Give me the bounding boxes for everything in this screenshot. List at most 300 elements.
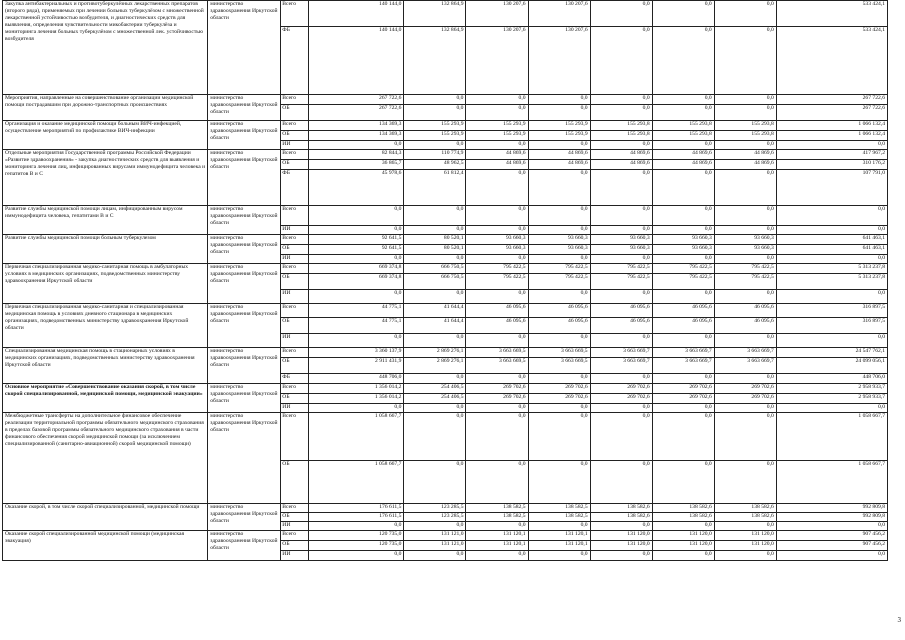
year-value-cell: 46 095,6 (590, 304, 652, 318)
funding-source-cell: Всего (281, 150, 309, 160)
year-value-cell: 93 660,3 (528, 235, 590, 245)
year-value-cell: 0,0 (652, 461, 714, 504)
funding-source-cell: ФБ (281, 27, 309, 95)
year-value-cell: 0,0 (528, 226, 590, 235)
year-value-cell: 93 660,3 (652, 235, 714, 245)
year-value-cell: 0,0 (652, 226, 714, 235)
table-row (3, 235, 888, 245)
total-value-cell: 24 547 762,1 (776, 348, 887, 358)
activity-name-cell: Первичная специализированная медико-санитарная и специализированная медицинская помощь в условиях дневного стационара в медицинских организациях, подведомственных министерству здравоохранения Иркутской области (3, 304, 208, 348)
executor-cell: министерство здравоохранения Иркутской области (208, 206, 281, 235)
total-value-cell: 992 809,8 (776, 513, 887, 522)
year-value-cell: 0,0 (404, 522, 466, 531)
year-value-cell: 134 369,3 (309, 131, 404, 141)
year-value-cell: 0,0 (404, 290, 466, 304)
funding-source-cell: ИИ (281, 334, 309, 348)
executor-cell: министерство здравоохранения Иркутской области (208, 504, 281, 531)
year-value-cell: 61 812,4 (404, 170, 466, 206)
total-value-cell: 0,0 (776, 206, 887, 226)
year-value-cell: 3 663 669,7 (590, 358, 652, 374)
year-value-cell: 44 869,6 (466, 160, 528, 170)
total-value-cell: 0,0 (776, 404, 887, 413)
year-value-cell: 2 869 276,1 (404, 348, 466, 358)
year-value-cell: 0,0 (309, 206, 404, 226)
year-value-cell: 0,0 (466, 413, 528, 461)
funding-source-cell: Всего (281, 264, 309, 274)
total-value-cell: 0,0 (776, 226, 887, 235)
year-value-cell: 1 058 667,7 (309, 413, 404, 461)
year-value-cell: 0,0 (528, 290, 590, 304)
year-value-cell: 92 641,5 (309, 235, 404, 245)
funding-source-cell: Всего (281, 504, 309, 513)
year-value-cell: 267 722,6 (309, 95, 404, 105)
year-value-cell: 131 120,0 (714, 531, 776, 541)
year-value-cell: 0,0 (404, 255, 466, 264)
year-value-cell: 46 095,6 (652, 304, 714, 318)
year-value-cell: 269 702,6 (590, 394, 652, 404)
year-value-cell: 123 285,5 (404, 513, 466, 522)
budget-table-page (2, 0, 888, 561)
total-value-cell: 5 313 237,8 (776, 264, 887, 274)
total-value-cell: 0,0 (776, 334, 887, 348)
total-value-cell: 417 967,2 (776, 150, 887, 160)
year-value-cell: 46 095,6 (466, 304, 528, 318)
funding-source-cell: Всего (281, 206, 309, 226)
year-value-cell: 0,0 (714, 374, 776, 384)
year-value-cell: 3 360 137,9 (309, 348, 404, 358)
year-value-cell: 669 374,8 (309, 264, 404, 274)
year-value-cell: 0,0 (466, 255, 528, 264)
year-value-cell: 93 660,3 (714, 235, 776, 245)
total-value-cell: 907 456,2 (776, 541, 887, 551)
year-value-cell: 3 663 669,7 (652, 358, 714, 374)
total-value-cell: 0,0 (776, 141, 887, 150)
year-value-cell: 138 582,5 (528, 513, 590, 522)
year-value-cell: 130 207,6 (528, 27, 590, 95)
year-value-cell: 0,0 (466, 206, 528, 226)
year-value-cell: 666 750,5 (404, 274, 466, 290)
year-value-cell: 795 422,5 (466, 264, 528, 274)
total-value-cell: 310 176,2 (776, 160, 887, 170)
year-value-cell: 44 775,1 (309, 304, 404, 318)
year-value-cell: 269 702,6 (652, 394, 714, 404)
year-value-cell: 269 702,6 (714, 384, 776, 394)
activity-name-cell: Основное мероприятие «Совершенствование оказания скорой, в том числе скорой специализированной, медицинской помощи, медицинской эвакуации» (3, 384, 208, 413)
total-value-cell: 533 424,1 (776, 1, 887, 27)
year-value-cell: 0,0 (590, 334, 652, 348)
year-value-cell: 131 120,1 (528, 531, 590, 541)
year-value-cell: 93 660,3 (590, 235, 652, 245)
year-value-cell: 0,0 (652, 404, 714, 413)
year-value-cell: 0,0 (528, 95, 590, 105)
table-row (3, 384, 888, 394)
year-value-cell: 45 978,6 (309, 170, 404, 206)
funding-source-cell: ОБ (281, 274, 309, 290)
year-value-cell: 0,0 (652, 170, 714, 206)
year-value-cell: 0,0 (652, 374, 714, 384)
year-value-cell: 0,0 (652, 105, 714, 121)
year-value-cell: 120 735,0 (309, 531, 404, 541)
year-value-cell: 155 293,8 (714, 131, 776, 141)
total-value-cell: 1 058 667,7 (776, 413, 887, 461)
year-value-cell: 0,0 (309, 255, 404, 264)
year-value-cell: 2 911 431,9 (309, 358, 404, 374)
year-value-cell: 0,0 (466, 226, 528, 235)
year-value-cell: 0,0 (590, 290, 652, 304)
year-value-cell: 0,0 (404, 105, 466, 121)
funding-source-cell: ИИ (281, 255, 309, 264)
year-value-cell: 0,0 (590, 404, 652, 413)
year-value-cell: 0,0 (652, 551, 714, 561)
year-value-cell: 44 869,6 (590, 150, 652, 160)
funding-source-cell: ИИ (281, 226, 309, 235)
year-value-cell: 46 095,6 (714, 318, 776, 334)
year-value-cell: 131 120,0 (590, 531, 652, 541)
executor-cell: министерство здравоохранения Иркутской области (208, 121, 281, 150)
year-value-cell: 0,0 (590, 206, 652, 226)
year-value-cell: 669 374,8 (309, 274, 404, 290)
year-value-cell: 44 869,6 (714, 160, 776, 170)
year-value-cell: 0,0 (652, 522, 714, 531)
year-value-cell: 93 660,3 (466, 235, 528, 245)
year-value-cell: 0,0 (714, 105, 776, 121)
year-value-cell: 80 520,1 (404, 245, 466, 255)
activity-name-cell: Отдельные мероприятия Государственной программы Российской Федерации «Развитие здравоохранения» - закупка диагностических средств для выявления и мониторинга лечения лиц, инфицированных вирусами иммунодефицита человека и гепатитов В и С (3, 150, 208, 206)
year-value-cell: 44 869,6 (714, 150, 776, 160)
year-value-cell: 0,0 (714, 461, 776, 504)
funding-source-cell: ИИ (281, 141, 309, 150)
year-value-cell: 46 095,6 (528, 304, 590, 318)
total-value-cell: 107 791,0 (776, 170, 887, 206)
page-number: 3 (897, 616, 901, 624)
activity-name-cell: Первичная специализированная медико-санитарная помощь в амбулаторных условиях в медицинских организациях, подведомственных министерству здравоохранения Иркутской области (3, 264, 208, 304)
funding-source-cell: ИИ (281, 522, 309, 531)
year-value-cell: 44 869,6 (466, 150, 528, 160)
table-row (3, 531, 888, 541)
year-value-cell: 138 582,5 (466, 513, 528, 522)
year-value-cell: 0,0 (528, 105, 590, 121)
year-value-cell: 0,0 (714, 522, 776, 531)
funding-source-cell: Всего (281, 348, 309, 358)
year-value-cell: 131 120,0 (652, 541, 714, 551)
year-value-cell: 0,0 (528, 413, 590, 461)
year-value-cell: 155 293,9 (528, 121, 590, 131)
year-value-cell: 46 095,6 (652, 318, 714, 334)
executor-cell: министерство здравоохранения Иркутской области (208, 235, 281, 264)
year-value-cell: 138 582,5 (528, 504, 590, 513)
year-value-cell: 795 422,5 (466, 274, 528, 290)
total-value-cell: 2 958 933,7 (776, 384, 887, 394)
year-value-cell: 155 293,8 (590, 121, 652, 131)
year-value-cell: 131 121,0 (404, 541, 466, 551)
year-value-cell: 0,0 (466, 374, 528, 384)
executor-cell: министерство здравоохранения Иркутской области (208, 95, 281, 121)
executor-cell: министерство здравоохранения Иркутской области (208, 150, 281, 206)
year-value-cell: 0,0 (590, 105, 652, 121)
executor-cell: министерство здравоохранения Иркутской области (208, 413, 281, 504)
year-value-cell: 0,0 (309, 551, 404, 561)
year-value-cell: 795 422,5 (528, 274, 590, 290)
year-value-cell: 0,0 (652, 95, 714, 105)
funding-source-cell: Всего (281, 235, 309, 245)
year-value-cell: 795 422,5 (714, 274, 776, 290)
activity-name-cell: Межбюджетные трансферты на дополнительное финансовое обеспечение реализации территориальной программы обязательного медицинского страхования в пределах базовой программы обязательного медицинского страхования в части финансового обеспечения скорой медицинской помощи (за исключением специализированной (санитарно-авиационной) скорой медицинской помощи) (3, 413, 208, 504)
year-value-cell: 131 120,1 (466, 541, 528, 551)
year-value-cell: 0,0 (714, 27, 776, 95)
year-value-cell: 0,0 (466, 105, 528, 121)
executor-cell: министерство здравоохранения Иркутской области (208, 384, 281, 413)
year-value-cell: 254 406,5 (404, 384, 466, 394)
year-value-cell: 93 660,3 (528, 245, 590, 255)
executor-cell: министерство здравоохранения Иркутской области (208, 264, 281, 304)
year-value-cell: 3 663 669,7 (590, 348, 652, 358)
funding-source-cell: ОБ (281, 513, 309, 522)
year-value-cell: 138 582,5 (466, 504, 528, 513)
year-value-cell: 0,0 (652, 413, 714, 461)
year-value-cell: 0,0 (528, 374, 590, 384)
year-value-cell: 1 356 014,2 (309, 384, 404, 394)
activity-name-cell: Специализированная медицинская помощь в стационарных условиях в медицинских организациях, подведомственных министерству здравоохранения Иркутской области (3, 348, 208, 384)
year-value-cell: 0,0 (590, 27, 652, 95)
year-value-cell: 0,0 (466, 334, 528, 348)
year-value-cell: 0,0 (404, 206, 466, 226)
year-value-cell: 0,0 (404, 551, 466, 561)
year-value-cell: 0,0 (528, 551, 590, 561)
year-value-cell: 0,0 (404, 404, 466, 413)
year-value-cell: 0,0 (309, 290, 404, 304)
year-value-cell: 0,0 (528, 141, 590, 150)
year-value-cell: 0,0 (309, 141, 404, 150)
year-value-cell: 155 293,8 (652, 131, 714, 141)
year-value-cell: 0,0 (714, 413, 776, 461)
year-value-cell: 0,0 (466, 141, 528, 150)
year-value-cell: 44 869,6 (652, 150, 714, 160)
funding-source-cell: ОБ (281, 245, 309, 255)
funding-source-cell: ОБ (281, 160, 309, 170)
year-value-cell: 1 058 667,7 (309, 461, 404, 504)
year-value-cell: 155 293,9 (528, 131, 590, 141)
total-value-cell: 316 897,5 (776, 318, 887, 334)
year-value-cell: 93 660,3 (466, 245, 528, 255)
year-value-cell: 155 293,9 (466, 131, 528, 141)
year-value-cell: 0,0 (590, 141, 652, 150)
total-value-cell: 992 809,8 (776, 504, 887, 513)
activity-name-cell: Мероприятия, направленные на совершенствование организации медицинской помощи пострадавшим при дорожно-транспортных происшествиях (3, 95, 208, 121)
year-value-cell: 0,0 (714, 95, 776, 105)
funding-source-cell: ОБ (281, 358, 309, 374)
year-value-cell: 448 706,0 (309, 374, 404, 384)
total-value-cell: 907 456,2 (776, 531, 887, 541)
year-value-cell: 0,0 (466, 170, 528, 206)
year-value-cell: 3 663 669,5 (466, 358, 528, 374)
executor-cell: министерство здравоохранения Иркутской области (208, 304, 281, 348)
year-value-cell: 269 702,6 (466, 384, 528, 394)
year-value-cell: 138 582,6 (652, 513, 714, 522)
year-value-cell: 93 660,3 (590, 245, 652, 255)
year-value-cell: 0,0 (714, 404, 776, 413)
year-value-cell: 131 120,0 (652, 531, 714, 541)
year-value-cell: 138 582,6 (652, 504, 714, 513)
year-value-cell: 2 869 276,1 (404, 358, 466, 374)
total-value-cell: 24 099 056,1 (776, 358, 887, 374)
year-value-cell: 44 869,6 (528, 160, 590, 170)
year-value-cell: 176 611,5 (309, 504, 404, 513)
year-value-cell: 0,0 (652, 141, 714, 150)
year-value-cell: 36 865,7 (309, 160, 404, 170)
total-value-cell: 1 066 132,4 (776, 131, 887, 141)
year-value-cell: 44 775,1 (309, 318, 404, 334)
year-value-cell: 269 702,6 (590, 384, 652, 394)
year-value-cell: 0,0 (590, 551, 652, 561)
year-value-cell: 138 582,6 (714, 513, 776, 522)
total-value-cell: 267 722,6 (776, 105, 887, 121)
year-value-cell: 269 702,6 (714, 394, 776, 404)
year-value-cell: 132 864,9 (404, 27, 466, 95)
year-value-cell: 46 095,6 (466, 318, 528, 334)
year-value-cell: 138 582,6 (590, 513, 652, 522)
table-row (3, 95, 888, 105)
funding-source-cell: ОБ (281, 394, 309, 404)
year-value-cell: 269 702,6 (652, 384, 714, 394)
executor-cell: министерство здравоохранения Иркутской области (208, 1, 281, 95)
year-value-cell: 0,0 (590, 255, 652, 264)
funding-source-cell: Всего (281, 413, 309, 461)
funding-source-cell: ИИ (281, 404, 309, 413)
year-value-cell: 46 095,6 (528, 318, 590, 334)
year-value-cell: 795 422,5 (652, 274, 714, 290)
year-value-cell: 0,0 (652, 206, 714, 226)
total-value-cell: 641 463,1 (776, 235, 887, 245)
total-value-cell: 0,0 (776, 255, 887, 264)
year-value-cell: 120 735,0 (309, 541, 404, 551)
year-value-cell: 155 293,9 (404, 131, 466, 141)
funding-source-cell: Всего (281, 304, 309, 318)
total-value-cell: 641 463,1 (776, 245, 887, 255)
year-value-cell: 0,0 (309, 334, 404, 348)
year-value-cell: 0,0 (404, 226, 466, 235)
year-value-cell: 3 663 669,7 (714, 358, 776, 374)
year-value-cell: 0,0 (528, 404, 590, 413)
table-row (3, 150, 888, 160)
year-value-cell: 123 285,5 (404, 504, 466, 513)
activity-name-cell: Оказание скорой специализированной медицинской помощи (медицинская эвакуация) (3, 531, 208, 561)
year-value-cell: 82 844,3 (309, 150, 404, 160)
year-value-cell: 44 869,6 (528, 150, 590, 160)
year-value-cell: 0,0 (652, 27, 714, 95)
year-value-cell: 130 207,6 (466, 27, 528, 95)
year-value-cell: 795 422,5 (590, 264, 652, 274)
year-value-cell: 254 406,5 (404, 394, 466, 404)
year-value-cell: 0,0 (652, 1, 714, 27)
year-value-cell: 46 095,6 (590, 318, 652, 334)
year-value-cell: 0,0 (404, 413, 466, 461)
year-value-cell: 0,0 (590, 413, 652, 461)
year-value-cell: 134 369,3 (309, 121, 404, 131)
year-value-cell: 48 962,5 (404, 160, 466, 170)
year-value-cell: 0,0 (652, 255, 714, 264)
year-value-cell: 0,0 (590, 95, 652, 105)
year-value-cell: 155 293,8 (714, 121, 776, 131)
funding-source-cell: ОБ (281, 131, 309, 141)
year-value-cell: 269 702,6 (528, 384, 590, 394)
year-value-cell: 132 864,9 (404, 1, 466, 27)
funding-source-cell: ИИ (281, 551, 309, 561)
year-value-cell: 0,0 (590, 522, 652, 531)
year-value-cell: 131 120,0 (714, 541, 776, 551)
year-value-cell: 130 207,6 (466, 1, 528, 27)
year-value-cell: 0,0 (404, 461, 466, 504)
total-value-cell: 267 722,6 (776, 95, 887, 105)
total-value-cell: 2 958 933,7 (776, 394, 887, 404)
year-value-cell: 41 644,4 (404, 304, 466, 318)
year-value-cell: 0,0 (528, 461, 590, 504)
year-value-cell: 795 422,5 (590, 274, 652, 290)
total-value-cell: 0,0 (776, 522, 887, 531)
total-value-cell: 0,0 (776, 290, 887, 304)
table-row (3, 504, 888, 513)
year-value-cell: 0,0 (714, 141, 776, 150)
executor-cell: министерство здравоохранения Иркутской области (208, 531, 281, 561)
funding-source-cell: Всего (281, 95, 309, 105)
year-value-cell: 3 663 669,7 (714, 348, 776, 358)
year-value-cell: 0,0 (466, 461, 528, 504)
year-value-cell: 0,0 (466, 551, 528, 561)
year-value-cell: 0,0 (714, 1, 776, 27)
year-value-cell: 155 293,9 (466, 121, 528, 131)
year-value-cell: 0,0 (652, 290, 714, 304)
year-value-cell: 795 422,5 (714, 264, 776, 274)
year-value-cell: 0,0 (590, 1, 652, 27)
year-value-cell: 666 750,5 (404, 264, 466, 274)
year-value-cell: 3 663 669,5 (466, 348, 528, 358)
year-value-cell: 0,0 (590, 461, 652, 504)
year-value-cell: 0,0 (528, 170, 590, 206)
funding-source-cell: Всего (281, 1, 309, 27)
year-value-cell: 155 293,9 (404, 121, 466, 131)
year-value-cell: 0,0 (714, 334, 776, 348)
funding-source-cell: ФБ (281, 374, 309, 384)
year-value-cell: 0,0 (404, 95, 466, 105)
year-value-cell: 0,0 (714, 255, 776, 264)
table-row (3, 304, 888, 318)
year-value-cell: 0,0 (714, 170, 776, 206)
funding-source-cell: Всего (281, 121, 309, 131)
year-value-cell: 3 663 669,5 (528, 358, 590, 374)
year-value-cell: 1 356 014,2 (309, 394, 404, 404)
year-value-cell: 110 774,9 (404, 150, 466, 160)
activity-name-cell: Развитие службы медицинской помощи больным туберкулезом (3, 235, 208, 264)
year-value-cell: 0,0 (590, 374, 652, 384)
funding-source-cell: ОБ (281, 461, 309, 504)
year-value-cell: 3 663 669,5 (528, 348, 590, 358)
year-value-cell: 0,0 (404, 374, 466, 384)
year-value-cell: 131 120,1 (466, 531, 528, 541)
year-value-cell: 131 120,1 (528, 541, 590, 551)
activity-name-cell: Организация и оказание медицинской помощи больным ВИЧ-инфекцией, осуществление мероприятий по профилактике ВИЧ-инфекции (3, 121, 208, 150)
total-value-cell: 1 066 132,4 (776, 121, 887, 131)
table-row (3, 348, 888, 358)
activity-name-cell: Развитие службы медицинской помощи лицам, инфицированным вирусом иммунодефицита человека, гепатитами В и С (3, 206, 208, 235)
year-value-cell: 140 144,0 (309, 1, 404, 27)
total-value-cell: 316 897,5 (776, 304, 887, 318)
year-value-cell: 138 582,6 (590, 504, 652, 513)
year-value-cell: 0,0 (309, 226, 404, 235)
year-value-cell: 131 121,0 (404, 531, 466, 541)
year-value-cell: 0,0 (714, 206, 776, 226)
year-value-cell: 140 144,0 (309, 27, 404, 95)
total-value-cell: 1 058 667,7 (776, 461, 887, 504)
table-row (3, 1, 888, 27)
